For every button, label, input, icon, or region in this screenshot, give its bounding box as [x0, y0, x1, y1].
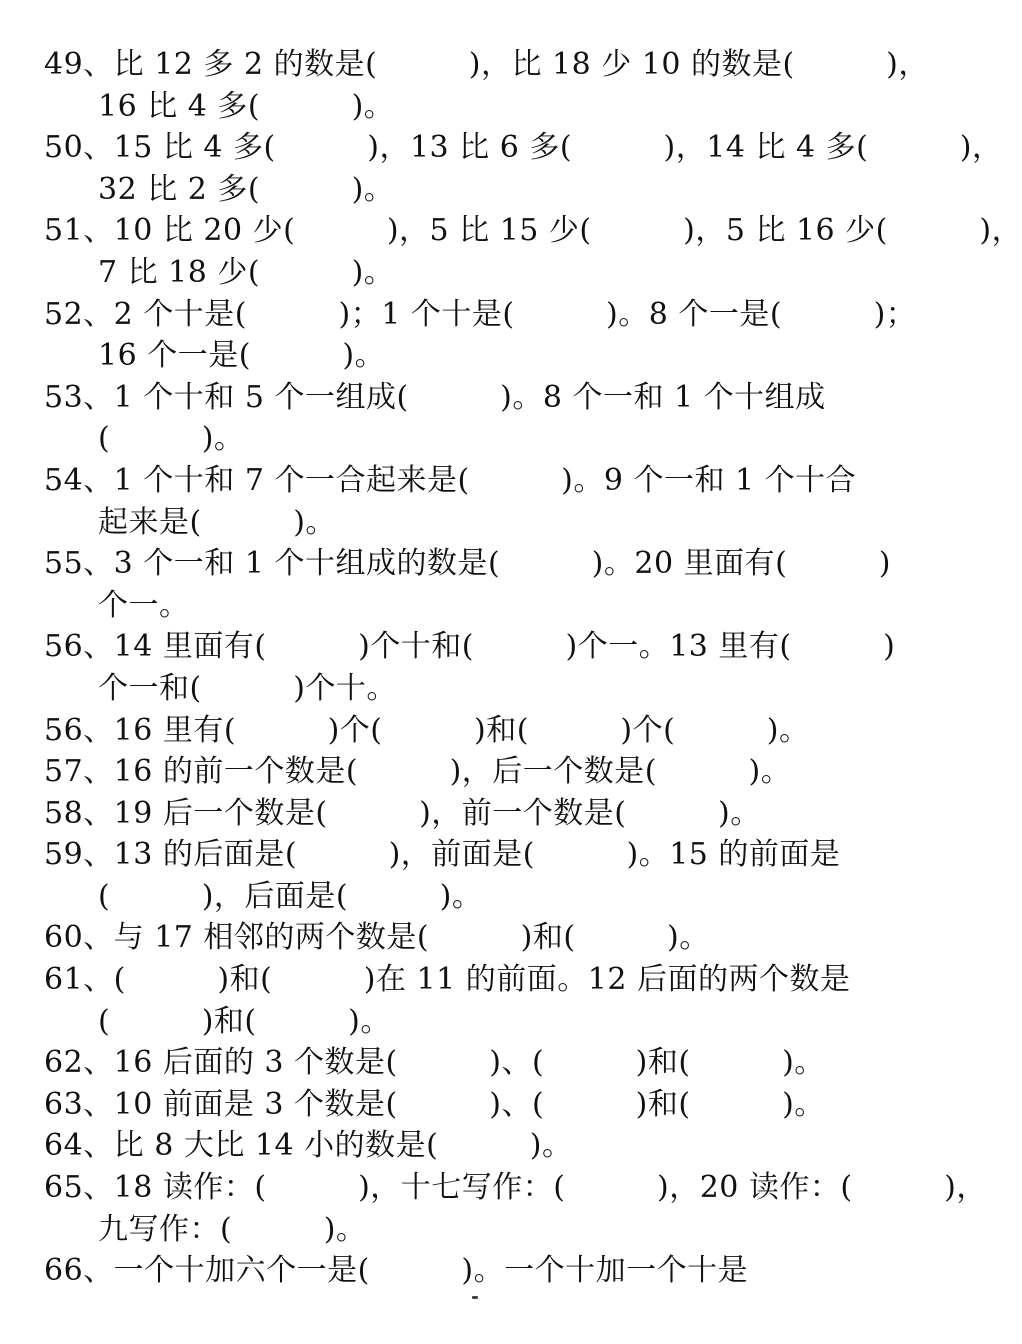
- question-list: [44, 44, 1022, 1292]
- q54-line-1: 54、1 个十和 7 个一合起来是( )。9 个一和 1 个十合: [44, 462, 857, 498]
- q52-line-1: 52、2 个十是( )；1 个十是( )。8 个一是( )；: [44, 296, 917, 332]
- q53-line-1: 53、1 个十和 5 个一组成( )。8 个一和 1 个十组成: [44, 379, 826, 415]
- q51-line-2: 7 比 18 少( )。: [98, 254, 395, 290]
- q52-line-2: 16 个一是( )。: [98, 338, 386, 374]
- q63-line: 63、10 前面是 3 个数是( )、( )和( )。: [44, 1086, 825, 1122]
- q59-line-1: 59、13 的后面是( )，前面是( )。15 的前面是: [44, 837, 841, 873]
- q65-line-1: 65、18 读作：( )，十七写作：( )，20 读作：( )，: [44, 1170, 987, 1206]
- q59-line-2: ( )，后面是( )。: [98, 878, 483, 914]
- q66-line: 66、一个十加六个一是( )。一个十加一个十是: [44, 1253, 749, 1289]
- q56b-line: 56、16 里有( )个( )和( )个( )。: [44, 712, 810, 748]
- q50-line-2: 32 比 2 多( )。: [98, 171, 395, 207]
- q49-line-2: 16 比 4 多( )。: [98, 88, 395, 124]
- q55-line-1: 55、3 个一和 1 个十组成的数是( )。20 里面有( ): [44, 546, 891, 582]
- q53-line-2: ( )。: [98, 421, 245, 457]
- q55-line-2: 个一。: [98, 587, 190, 623]
- q49-line-1: 49、比 12 多 2 的数是( )，比 18 少 10 的数是( )，: [44, 47, 929, 82]
- q58-line: 58、19 后一个数是( )，前一个数是( )。: [44, 795, 761, 831]
- q60-line: 60、与 17 相邻的两个数是( )和( )。: [44, 920, 710, 956]
- q65-line-2: 九写作：( )。: [98, 1211, 367, 1247]
- q56a-line-1: 56、14 里面有( )个十和( )个一。13 里有( ): [44, 629, 896, 665]
- q50-line-1: 50、15 比 4 多( )，13 比 6 多( )，14 比 4 多( )，: [44, 130, 1003, 166]
- q51-line-1: 51、10 比 20 少( )，5 比 15 少( )，5 比 16 少( )，: [44, 213, 1022, 249]
- q57-line: 57、16 的前一个数是( )，后一个数是( )。: [44, 754, 792, 790]
- q54-line-2: 起来是( )。: [98, 504, 336, 540]
- page-footer-mark: [472, 1296, 478, 1299]
- q56a-line-2: 个一和( )个十。: [98, 670, 397, 706]
- q62-line: 62、16 后面的 3 个数是( )、( )和( )。: [44, 1045, 825, 1081]
- q61-line-1: 61、( )和( )在 11 的前面。12 后面的两个数是: [44, 962, 851, 998]
- q61-line-2: ( )和( )。: [98, 1003, 391, 1039]
- q64-line: 64、比 8 大比 14 小的数是( )。: [44, 1128, 573, 1164]
